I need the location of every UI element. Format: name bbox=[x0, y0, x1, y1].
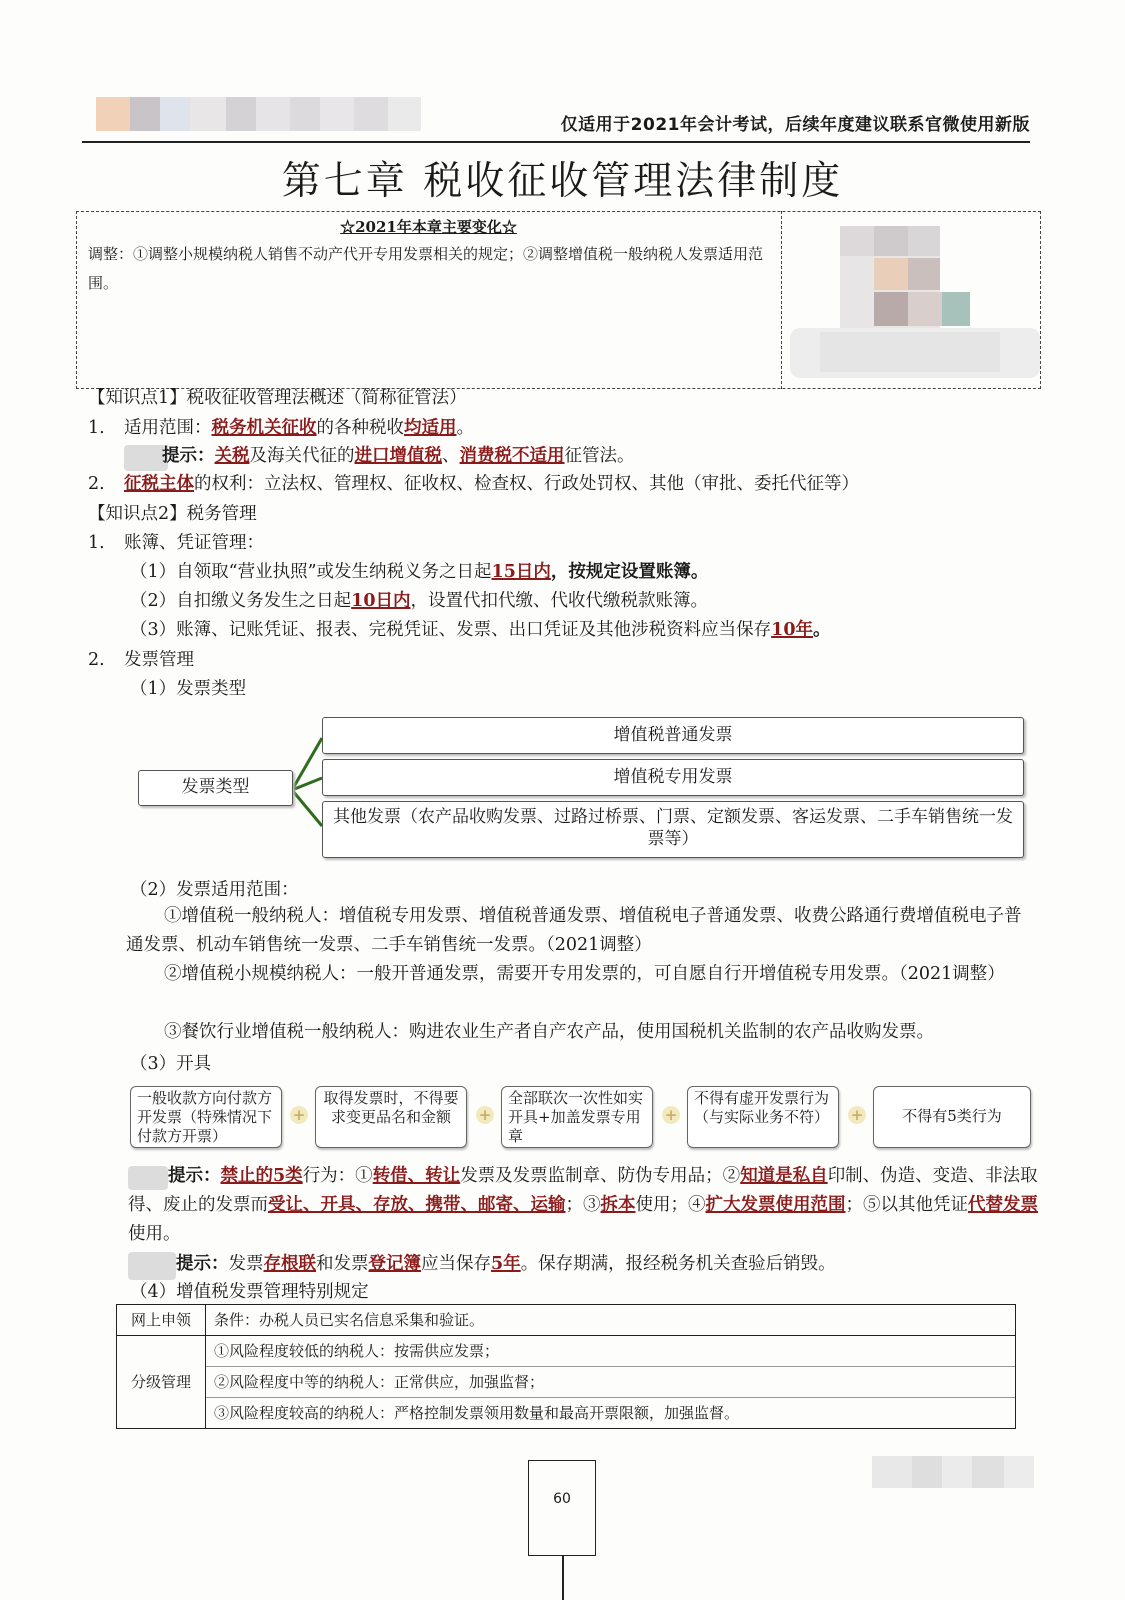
tip2-a: 行为：① bbox=[302, 1166, 373, 1186]
kp1-item-2 bbox=[88, 472, 859, 496]
kp2-rule-2-a: （2）自扣缴义务发生之日起 bbox=[130, 591, 352, 611]
tip2-label: 提示： bbox=[168, 1166, 221, 1186]
kp1-tip-c: 征管法。 bbox=[564, 446, 635, 466]
kp1-tip bbox=[162, 444, 635, 468]
kp2-rule-1-b: ，按规定设置账簿。 bbox=[550, 562, 709, 582]
kp2-rule-3 bbox=[130, 618, 831, 642]
tip2-highlight-3: 知道是私自 bbox=[740, 1166, 828, 1186]
header-notice: 仅适用于2021年会计考试，后续年度建议联系官微使用新版 bbox=[560, 115, 1030, 135]
tip2-d: ；③ bbox=[565, 1195, 601, 1215]
vat-management-table bbox=[116, 1304, 1016, 1429]
invoice-type-general: 增值税普通发票 bbox=[322, 717, 1024, 754]
issuing-step-5: 不得有5类行为 bbox=[873, 1086, 1031, 1148]
kp1-tip-highlight-2: 进口增值税 bbox=[354, 446, 442, 466]
tier-high: ③风险程度较高的纳税人：严格控制发票领用数量和最高开票限额，加强监督。 bbox=[214, 1404, 740, 1422]
kp1-item-1 bbox=[88, 416, 474, 440]
kp1-item-1-c: 。 bbox=[456, 418, 474, 438]
retention-tip bbox=[176, 1252, 836, 1276]
kp2-item-1-text: 账簿、凭证管理： bbox=[124, 533, 264, 553]
kp1-item-2-highlight: 征税主体 bbox=[124, 474, 194, 494]
kp1-item-2-number: 2. bbox=[88, 474, 105, 494]
invoice-types-heading: （1）发票类型 bbox=[130, 679, 247, 699]
table-key-tiered: 分级管理 bbox=[117, 1336, 206, 1429]
kp1-item-1-a: 适用范围： bbox=[124, 418, 212, 438]
table-value-tiered bbox=[206, 1336, 1016, 1429]
tip3-highlight-1: 存根联 bbox=[263, 1254, 316, 1274]
kp2-item-1 bbox=[88, 531, 264, 555]
plus-icon: + bbox=[290, 1106, 308, 1124]
tip2-highlight-1: 禁止的5类 bbox=[220, 1166, 303, 1186]
issuing-step-1: 一般收款方向付款方开发票（特殊情况下付款方开票） bbox=[130, 1086, 282, 1148]
tip3-highlight-2: 登记簿 bbox=[368, 1254, 421, 1274]
blurred-qr-code bbox=[790, 222, 1040, 382]
changes-text: 调整：①调整小规模纳税人销售不动产代开专用发票相关的规定；②调整增值税一般纳税人发票适用范围。 bbox=[88, 245, 764, 292]
kp1-item-2-text: 的权利：立法权、管理权、征收权、检查权、行政处罚权、其他（审批、委托代征等） bbox=[194, 474, 859, 494]
plus-icon: + bbox=[848, 1106, 866, 1124]
tip2-e: 使用；④ bbox=[635, 1195, 706, 1215]
kp2-rule-2-highlight: 10日内 bbox=[351, 591, 411, 611]
table-row bbox=[117, 1336, 1016, 1429]
kp2-rule-1-highlight: 15日内 bbox=[491, 562, 551, 582]
tip2-highlight-2: 转借、转让 bbox=[372, 1166, 461, 1186]
kp2-item-2-number: 2. bbox=[88, 650, 105, 670]
tip2-g: 使用。 bbox=[128, 1224, 181, 1244]
invoice-type-other: 其他发票（农产品收购发票、过路过桥票、门票、定额发票、客运发票、二手车销售统一发票等） bbox=[322, 801, 1024, 858]
invoice-scope-1: ①增值税一般纳税人：增值税专用发票、增值税普通发票、增值税电子普通发票、收费公路通行费增值税电子普通发票、机动车销售统一发票、二手车销售统一发票。（2021调整） bbox=[126, 906, 1022, 955]
tip3-a: 发票 bbox=[228, 1254, 264, 1274]
tip3-d: 。保存期满，报经税务机关查验后销毁。 bbox=[520, 1254, 836, 1274]
page-number-stem bbox=[562, 1556, 564, 1600]
table-row bbox=[117, 1305, 1016, 1336]
kp2-item-2 bbox=[88, 648, 194, 672]
tip2-highlight-4: 受让、开具、存放、携带、邮寄、运输 bbox=[268, 1195, 566, 1215]
tip3-label: 提示： bbox=[176, 1254, 229, 1274]
invoice-type-special: 增值税专用发票 bbox=[322, 759, 1024, 796]
kp1-tip-highlight-1: 关税 bbox=[214, 446, 250, 466]
vat-special-rules-heading: （4）增值税发票管理特别规定 bbox=[130, 1282, 369, 1302]
table-key-online: 网上申领 bbox=[117, 1305, 206, 1336]
kp1-tip-highlight-3: 消费税不适用 bbox=[459, 446, 565, 466]
plus-icon: + bbox=[662, 1106, 680, 1124]
invoice-scope-heading: （2）发票适用范围： bbox=[130, 880, 299, 900]
blurred-logo bbox=[96, 97, 421, 131]
tip3-highlight-3: 5年 bbox=[491, 1254, 521, 1274]
invoice-types-root: 发票类型 bbox=[138, 770, 293, 806]
kp2-rule-3-highlight: 10年 bbox=[771, 620, 813, 640]
blurred-tip-badge bbox=[128, 1252, 176, 1280]
kp2-rule-3-a: （3）账簿、记账凭证、报表、完税凭证、发票、出口凭证及其他涉税资料应当保存 bbox=[130, 620, 772, 640]
blurred-footer-mark bbox=[872, 1456, 1034, 1488]
changes-title: ☆2021年本章主要变化☆ bbox=[340, 218, 517, 236]
page-number: 60 bbox=[528, 1460, 596, 1556]
table-value-online: 条件：办税人员已实名信息采集和验证。 bbox=[206, 1305, 1016, 1336]
invoice-scope-2: ②增值税小规模纳税人：一般开普通发票，需要开专用发票的，可自愿自行开增值税专用发票。（2021调整） bbox=[164, 964, 1005, 984]
kp2-item-2-text: 发票管理 bbox=[124, 650, 194, 670]
page-title: 第七章 税收征收管理法律制度 bbox=[281, 159, 844, 204]
kp1-item-1-highlight-2: 均适用 bbox=[404, 418, 457, 438]
kp1-tip-b: 、 bbox=[442, 446, 460, 466]
kp1-item-1-highlight-1: 税务机关征收 bbox=[211, 418, 317, 438]
kp2-rule-3-b: 。 bbox=[813, 620, 831, 640]
changes-box-divider bbox=[781, 211, 782, 389]
kp2-rule-1 bbox=[130, 560, 708, 584]
issuing-step-4: 不得有虚开发票行为（与实际业务不符） bbox=[687, 1086, 839, 1148]
kp2-heading: 【知识点2】税务管理 bbox=[88, 504, 257, 524]
tip2-highlight-6: 扩大发票使用范围 bbox=[705, 1195, 846, 1215]
invoice-scope-3: ③餐饮行业增值税一般纳税人：购进农业生产者自产农产品，使用国税机关监制的农产品收购发票。 bbox=[164, 1022, 934, 1042]
prohibited-behaviors-tip bbox=[128, 1162, 1038, 1249]
header-divider bbox=[82, 141, 1030, 143]
issuing-step-2: 取得发票时，不得要求变更品名和金额 bbox=[315, 1086, 467, 1148]
tier-low: ①风险程度较低的纳税人：按需供应发票； bbox=[206, 1336, 1015, 1367]
kp1-heading: 【知识点1】税收征收管理法概述（简称征管法） bbox=[88, 388, 467, 408]
tip2-highlight-5: 拆本 bbox=[600, 1195, 636, 1215]
kp2-item-1-number: 1. bbox=[88, 533, 105, 553]
kp2-rule-2 bbox=[130, 589, 708, 613]
tip2-b: 发票及发票监制章、防伪专用品；② bbox=[460, 1166, 741, 1186]
tip2-c: 印制、伪造、变造、非法取得、废止的发票而 bbox=[128, 1166, 1038, 1215]
tip3-c: 应当保存 bbox=[421, 1254, 491, 1274]
tip2-f: ；⑤以其他凭证 bbox=[845, 1195, 968, 1215]
kp2-rule-1-a: （1）自领取“营业执照”或发生纳税义务之日起 bbox=[130, 562, 492, 582]
kp1-tip-a: 及海关代征的 bbox=[249, 446, 355, 466]
kp1-tip-label: 提示： bbox=[162, 446, 215, 466]
kp1-item-1-b: 的各种税收 bbox=[316, 418, 404, 438]
tier-medium: ②风险程度中等的纳税人：正常供应，加强监督； bbox=[206, 1367, 1015, 1398]
tip2-highlight-7: 代替发票 bbox=[968, 1195, 1038, 1215]
kp2-rule-2-b: ，设置代扣代缴、代收代缴税款账簿。 bbox=[410, 591, 708, 611]
issuing-heading: （3）开具 bbox=[130, 1054, 212, 1074]
issuing-step-3: 全部联次一次性如实开具+加盖发票专用章 bbox=[501, 1086, 653, 1148]
kp1-item-1-number: 1. bbox=[88, 418, 105, 438]
tip3-b: 和发票 bbox=[316, 1254, 369, 1274]
plus-icon: + bbox=[476, 1106, 494, 1124]
